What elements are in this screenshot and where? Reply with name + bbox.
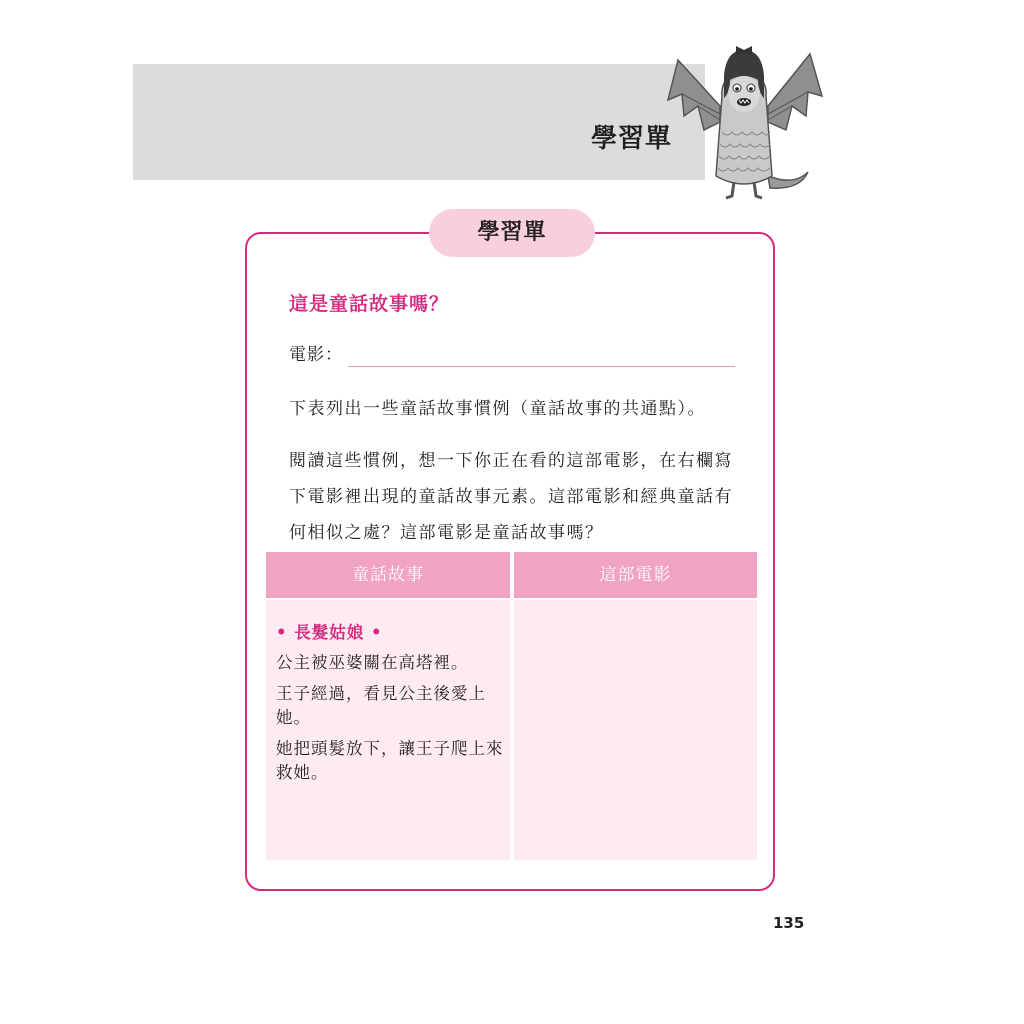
movie-label: 電影： bbox=[289, 345, 343, 365]
winged-monster-mascot-icon bbox=[664, 36, 824, 200]
table-header-fairy-tale: 童話故事 bbox=[266, 552, 510, 598]
table-header-this-movie: 這部電影 bbox=[514, 552, 757, 598]
story-title: • 長髮姑娘 • bbox=[276, 623, 383, 642]
instruction-paragraph-1: 下表列出一些童話故事慣例（童話故事的共通點）。 bbox=[289, 399, 706, 419]
worksheet-question: 這是童話故事嗎？ bbox=[289, 293, 450, 315]
header-title: 學習單 bbox=[591, 124, 673, 154]
instruction-paragraph-2: 閱讀這些慣例，想一下你正在看的這部電影，在右欄寫下電影裡出現的童話故事元素。這部電影和經典童話有何相似之處？這部電影是童話故事嗎？ bbox=[289, 451, 733, 543]
movie-answer-line[interactable] bbox=[348, 366, 735, 367]
page-number: 135 bbox=[773, 914, 805, 932]
worksheet-title-pill: 學習單 bbox=[429, 209, 595, 257]
story-line: 王子經過，看見公主後愛上她。 bbox=[276, 684, 486, 727]
story-line: 她把頭髮放下，讓王子爬上來救她。 bbox=[276, 739, 504, 782]
table-cell-this-movie[interactable] bbox=[514, 600, 757, 860]
story-line: 公主被巫婆關在高塔裡。 bbox=[276, 653, 469, 672]
fairy-tale-content bbox=[276, 621, 508, 792]
